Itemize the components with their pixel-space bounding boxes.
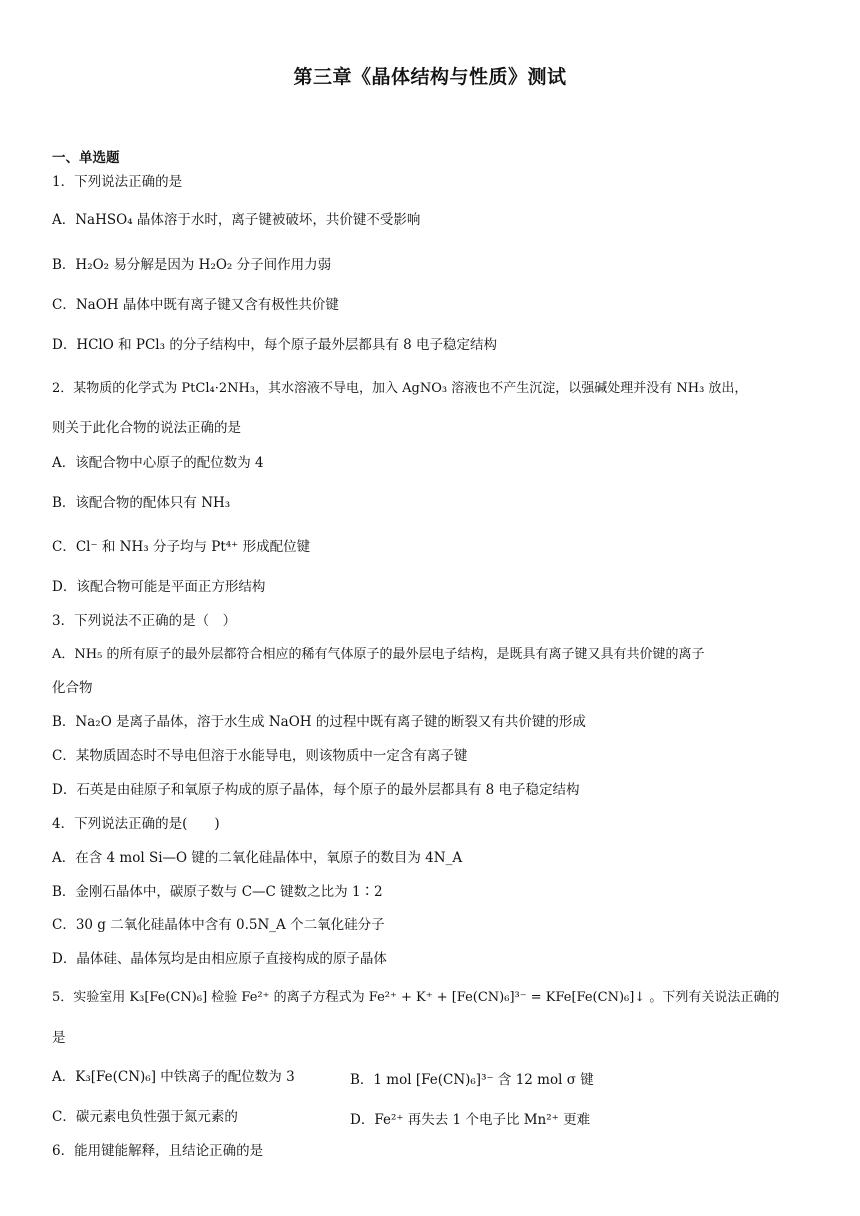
q5-option-c: C．碳元素电负性强于氮元素的 <box>52 1109 238 1125</box>
q3-option-b: B．Na₂O 是离子晶体，溶于水生成 NaOH 的过程中既有离子键的断裂又有共价键的形成 <box>52 714 586 730</box>
q1-option-c: C．NaOH 晶体中既有离子键又含有极性共价键 <box>52 297 339 313</box>
q3-option-a-line-2: 化合物 <box>52 680 93 696</box>
section-heading: 一、单选题 <box>52 150 120 166</box>
q4-option-d: D．晶体硅、晶体氖均是由相应原子直接构成的原子晶体 <box>52 951 387 967</box>
q3-option-a-line-1: A．NH₅ 的所有原子的最外层都符合相应的稀有气体原子的最外层电子结构，是既具有离子键又具有共价键的离子 <box>52 647 705 662</box>
q2-option-a: A．该配合物中心原子的配位数为 4 <box>52 455 264 471</box>
q1-option-d: D．HClO 和 PCl₃ 的分子结构中，每个原子最外层都具有 8 电子稳定结构 <box>52 337 497 353</box>
q4-option-a: A．在含 4 mol Si—O 键的二氧化硅晶体中，氧原子的数目为 4N_A <box>52 850 463 866</box>
q2-option-d: D．该配合物可能是平面正方形结构 <box>52 579 266 595</box>
q1-option-a: A．NaHSO₄ 晶体溶于水时，离子键被破坏，共价键不受影响 <box>52 212 421 228</box>
q2-option-b: B．该配合物的配体只有 NH₃ <box>52 495 231 511</box>
question-5-line-2: 是 <box>52 1030 66 1046</box>
q2-option-c: C．Cl⁻ 和 NH₃ 分子均与 Pt⁴⁺ 形成配位键 <box>52 539 311 555</box>
q4-option-c: C．30 g 二氧化硅晶体中含有 0.5N_A 个二氧化硅分子 <box>52 917 385 933</box>
question-2-line-1: 2．某物质的化学式为 PtCl₄·2NH₃，其水溶液不导电，加入 AgNO₃ 溶液也不产生沉淀，以强碱处理并没有 NH₃ 放出， <box>52 381 748 396</box>
question-1: 1．下列说法正确的是 <box>52 174 183 190</box>
q5-option-a: A．K₃[Fe(CN)₆] 中铁离子的配位数为 3 <box>52 1069 295 1085</box>
question-3: 3．下列说法不正确的是（ ） <box>52 613 237 629</box>
question-4: 4．下列说法正确的是( ) <box>52 816 220 832</box>
q3-option-c: C．某物质固态时不导电但溶于水能导电，则该物质中一定含有离子键 <box>52 748 468 764</box>
q1-option-b: B．H₂O₂ 易分解是因为 H₂O₂ 分子间作用力弱 <box>52 257 332 273</box>
question-6: 6．能用键能解释，且结论正确的是 <box>52 1143 264 1159</box>
question-2-line-2: 则关于此化合物的说法正确的是 <box>52 420 241 436</box>
q5-option-d: D．Fe²⁺ 再失去 1 个电子比 Mn²⁺ 更难 <box>350 1112 591 1128</box>
q4-option-b: B．金刚石晶体中，碳原子数与 C—C 键数之比为 1∶2 <box>52 884 383 900</box>
q3-option-d: D．石英是由硅原子和氧原子构成的原子晶体，每个原子的最外层都具有 8 电子稳定结构 <box>52 782 580 798</box>
q5-option-b: B．1 mol [Fe(CN)₆]³⁻ 含 12 mol σ 键 <box>350 1072 594 1088</box>
question-5-line-1: 5．实验室用 K₃[Fe(CN)₆] 检验 Fe²⁺ 的离子方程式为 Fe²⁺ + K⁺ + [Fe(CN)₆]³⁻ = KFe[Fe(CN)₆]↓ 。下列有关说法正确的 <box>52 990 780 1005</box>
page-title: 第三章《晶体结构与性质》测试 <box>293 66 567 88</box>
